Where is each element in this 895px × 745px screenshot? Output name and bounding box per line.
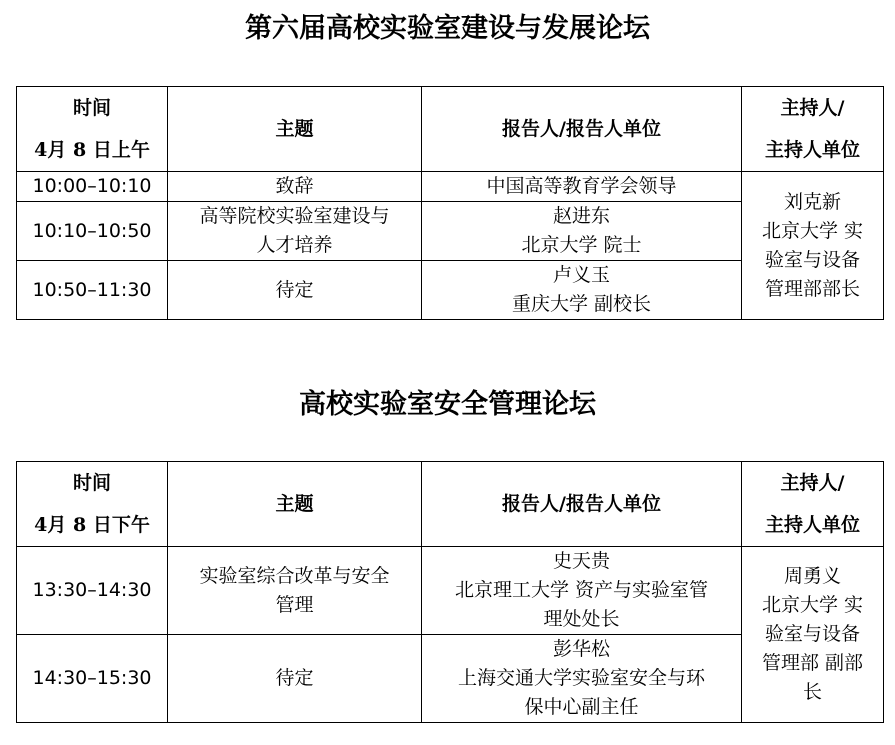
time-header	[17, 462, 168, 547]
host-line: 验室与设备	[764, 623, 860, 645]
time-header	[17, 87, 168, 172]
topic-line: 实验室综合改革与安全	[199, 564, 390, 587]
forum-2-schedule-table	[16, 461, 884, 723]
speaker-line: 北京理工大学 资产与实验室管	[454, 579, 709, 601]
forum-1-title: 第六届高校实验室建设与发展论坛	[245, 13, 650, 44]
host-line: 周勇义	[783, 565, 841, 587]
speaker-line: 彭华松	[552, 638, 610, 660]
date-label: 4月 8 日下午	[34, 514, 150, 536]
host-header-line: 主持人/	[780, 472, 845, 494]
speaker-line: 北京大学 院士	[521, 234, 642, 256]
table-header-row	[17, 462, 884, 547]
topic-cell	[168, 635, 422, 723]
topic-line: 人才培养	[256, 234, 333, 256]
speaker-line: 赵进东	[552, 205, 610, 227]
speaker-header: 报告人/报告人单位	[422, 87, 742, 172]
date-label: 4月 8 日上午	[34, 139, 150, 161]
host-line: 北京大学 实	[761, 594, 864, 616]
host-line: 验室与设备	[764, 248, 860, 271]
speaker-cell	[422, 547, 742, 635]
time-cell: 10:50–11:30	[17, 261, 168, 320]
topic-header: 主题	[168, 87, 422, 172]
topic-line: 管理	[275, 593, 314, 616]
host-cell	[742, 172, 884, 320]
speaker-line: 重庆大学 副校长	[511, 293, 652, 315]
topic-cell	[168, 202, 422, 261]
speaker-cell	[422, 172, 742, 202]
speaker-line: 卢义玉	[552, 264, 610, 286]
host-header	[742, 462, 884, 547]
host-line: 管理部 副部	[761, 652, 864, 674]
topic-line: 待定	[275, 667, 314, 689]
host-header	[742, 87, 884, 172]
host-line: 管理部部长	[764, 277, 860, 300]
table-row	[17, 547, 884, 635]
speaker-line: 史天贵	[552, 550, 610, 572]
time-cell: 10:10–10:50	[17, 202, 168, 261]
time-cell: 13:30–14:30	[17, 547, 168, 635]
speaker-line: 保中心副主任	[524, 696, 639, 718]
time-label: 时间	[72, 472, 111, 494]
speaker-line: 中国高等教育学会领导	[486, 175, 677, 197]
topic-cell	[168, 172, 422, 202]
table-header-row	[17, 87, 884, 172]
speaker-cell	[422, 202, 742, 261]
speaker-cell	[422, 261, 742, 320]
forum-2-title: 高校实验室安全管理论坛	[299, 389, 596, 420]
time-cell: 10:00–10:10	[17, 172, 168, 202]
table-row	[17, 172, 884, 202]
topic-line: 致辞	[275, 175, 314, 197]
host-line: 刘克新	[783, 190, 841, 213]
topic-line: 高等院校实验室建设与	[199, 205, 390, 227]
host-line: 长	[802, 681, 822, 703]
speaker-header: 报告人/报告人单位	[422, 462, 742, 547]
time-cell: 14:30–15:30	[17, 635, 168, 723]
host-header-line: 主持人单位	[764, 139, 860, 161]
forum-1-schedule-table	[16, 86, 884, 320]
host-header-line: 主持人单位	[764, 514, 860, 536]
topic-line: 待定	[275, 278, 314, 301]
time-label: 时间	[72, 97, 111, 119]
host-cell	[742, 547, 884, 723]
topic-cell	[168, 547, 422, 635]
host-header-line: 主持人/	[780, 97, 845, 119]
host-line: 北京大学 实	[761, 219, 864, 242]
topic-header: 主题	[168, 462, 422, 547]
speaker-line: 理处处长	[543, 608, 620, 630]
speaker-cell	[422, 635, 742, 723]
speaker-line: 上海交通大学实验室安全与环	[457, 667, 705, 689]
topic-cell	[168, 261, 422, 320]
